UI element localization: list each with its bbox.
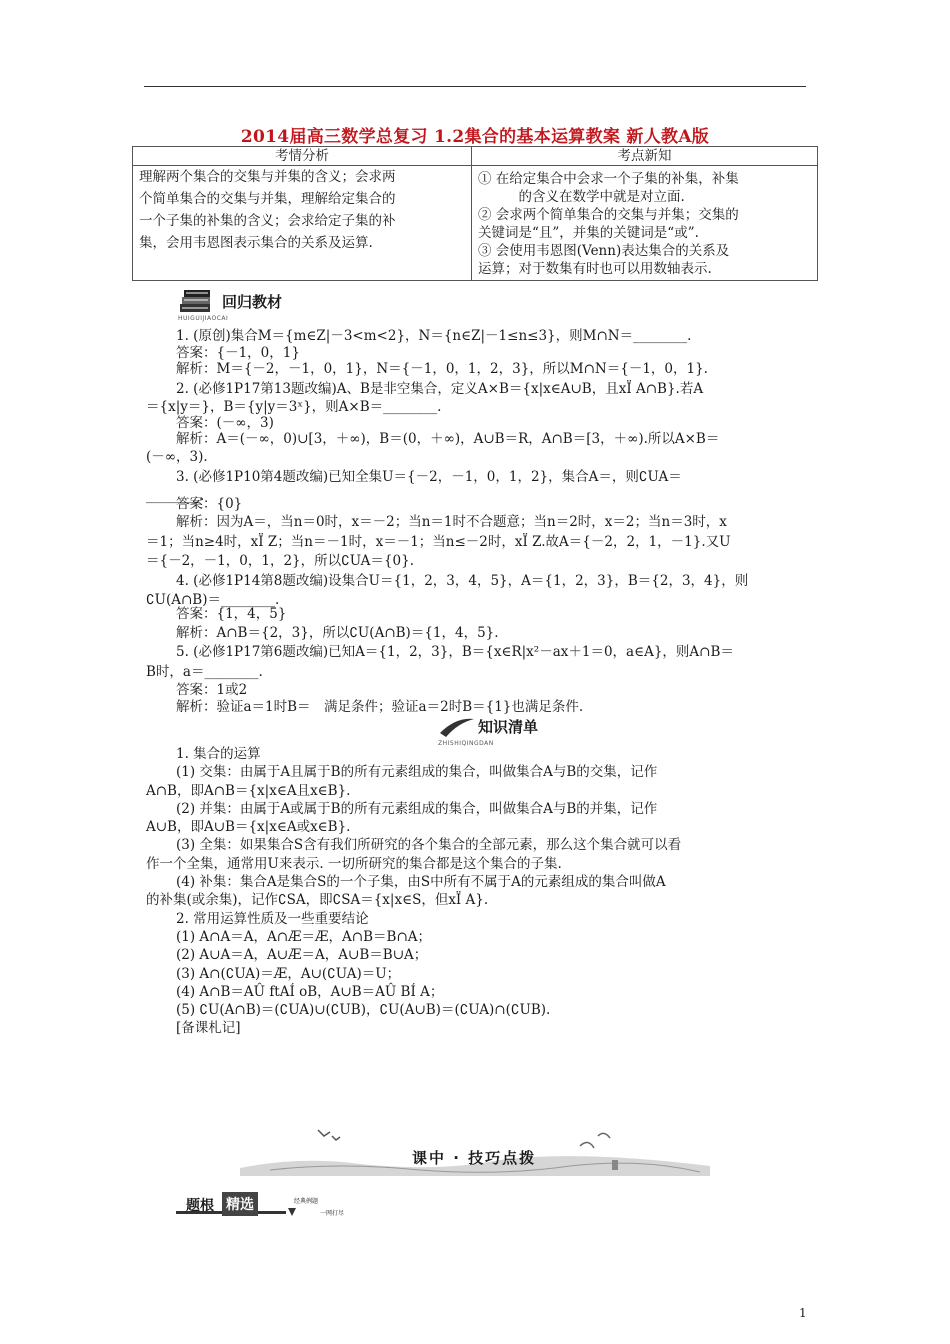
table-line: 运算；对于数集有时也可以用数轴表示.	[478, 261, 712, 277]
intro-table	[132, 146, 818, 281]
footer-banner-text: 课中 · 技巧点拨	[412, 1149, 537, 1167]
text-line: ＝{x|y＝}，B＝{y|y＝3ˣ}，则A×B＝________.	[146, 399, 442, 415]
text-line: 1. (原创)集合M＝{m∈Z|－3<m<2}，N＝{n∈Z|－1≤n≤3}，则M∩N＝________.	[176, 328, 692, 344]
text-line: B时，a＝________.	[146, 664, 263, 680]
text-line: 的补集(或余集)，记作∁SA，即∁SA＝{x|x∈S，但xÏ A}.	[146, 892, 489, 908]
text-line: (5) ∁U(A∩B)＝(∁UA)∪(∁UB)，∁U(A∪B)＝(∁UA)∩(∁UB).	[176, 1002, 551, 1018]
text-line: 答案：{1，4，5}	[176, 606, 287, 622]
table-line: 的含义在数学中就是对立面.	[478, 189, 685, 205]
page-title: 2014届高三数学总复习 1.2集合的基本运算教案 新人教A版	[240, 127, 710, 147]
table-line: 集，会用韦恩图表示集合的关系及运算.	[139, 235, 373, 251]
text-line: 解析：A＝(－∞，0)∪[3，＋∞)，B＝(0，＋∞)，A∪B＝R，A∩B＝[3，＋∞).所以A×B＝	[176, 431, 720, 447]
text-line: (1) 交集：由属于A且属于B的所有元素组成的集合，叫做集合A与B的交集，记作	[176, 764, 658, 780]
text-line: 答案：1或2	[176, 682, 248, 698]
table-line: ③ 会使用韦恩图(Venn)表达集合的关系及	[478, 243, 730, 259]
text-line: (1) A∩A＝A，A∩Æ＝Æ，A∩B＝B∩A；	[176, 929, 432, 945]
text-line: (3) 全集：如果集合S含有我们所研究的各个集合的全部元素，那么这个集合就可以看	[176, 837, 682, 853]
text-line: (2) 并集：由属于A或属于B的所有元素组成的集合，叫做集合A与B的并集，记作	[176, 801, 658, 817]
table-line: ② 会求两个简单集合的交集与并集；交集的	[478, 207, 739, 223]
tigen-label-highlight: 精选	[222, 1192, 258, 1216]
text-line: 3. (必修1P10第4题改编)已知全集U＝{－2，－1，0，1，2}，集合A＝，则∁UA＝	[176, 469, 682, 485]
text-line: [备课札记]	[176, 1020, 241, 1036]
text-line: ∁U(A∩B)＝________.	[146, 592, 280, 608]
section-banner-huigui	[178, 288, 338, 322]
text-line: A∩B，即A∩B＝{x|x∈A且x∈B}.	[146, 783, 351, 799]
text-line: 解析：M＝{－2，－1，0，1}，N＝{－1，0，1，2，3}，所以M∩N＝{－1，0，1}.	[176, 361, 708, 377]
section-banner-zhishi	[438, 713, 598, 747]
section-subtitle: HUIGUIJIAOCAI	[178, 315, 229, 322]
section-subtitle: ZHISHIQINGDAN	[438, 740, 494, 747]
text-line: 答案：{－1，0，1}	[176, 345, 300, 361]
table-header-left: 考情分析	[133, 147, 472, 166]
text-line: 作一个全集，通常用U来表示. 一切所研究的集合都是这个集合的子集.	[146, 856, 562, 872]
text-line: 2. (必修1P17第13题改编)A、B是非空集合，定义A×B＝{x|x∈A∪B，且xÏ A∩B}.若A	[176, 381, 704, 397]
header-rule	[144, 86, 806, 87]
text-line: (3) A∩(∁UA)＝Æ，A∪(∁UA)＝U；	[176, 966, 401, 982]
tigen-label: 题根	[186, 1198, 214, 1214]
text-line: 4. (必修1P14第8题改编)设集合U＝{1，2，3，4，5}，A＝{1，2，3}，B＝{2，3，4}，则	[176, 573, 749, 589]
text-line: (4) 补集：集合A是集合S的一个子集，由S中所有不属于A的元素组成的集合叫做A	[176, 874, 666, 890]
text-line: ＝{－2，－1，0，1，2}，所以∁UA＝{0}.	[146, 553, 414, 569]
text-line: 5. (必修1P17第6题改编)已知A＝{1，2，3}，B＝{x∈R|x²－ax＋1＝0，a∈A}，则A∩B＝	[176, 644, 734, 660]
tigen-tag: 一网打尽	[320, 1210, 345, 1217]
text-line: 答案：(－∞，3)	[176, 415, 274, 431]
table-header-right: 考点新知	[472, 147, 818, 166]
text-line: 解析：A∩B＝{2，3}，所以∁U(A∩B)＝{1，4，5}.	[176, 625, 499, 641]
section-title: 回归教材	[222, 293, 283, 311]
table-line: 关键词是“且”，并集的关键词是“或”.	[478, 225, 699, 241]
page-number: 1	[799, 1306, 807, 1320]
table-cell-left	[133, 166, 472, 281]
text-line: ＝1；当n≥4时，xÏ Z；当n＝－1时，x＝－1；当n≤－2时，xÏ Z.故A＝{－2，2，1，－1}.又U	[146, 534, 731, 550]
text-line: (4) A∩B＝AÛ ftAÍ oB，A∪B＝AÛ BÍ A；	[176, 984, 444, 1000]
table-line: 一个子集的补集的含义；会求给定子集的补	[139, 213, 396, 229]
table-line: ① 在给定集合中会求一个子集的补集，补集	[478, 171, 739, 187]
text-line: 1. 集合的运算	[176, 746, 261, 762]
section-title: 知识清单	[478, 718, 539, 736]
table-line: 理解两个集合的交集与并集的含义；会求两	[139, 169, 396, 185]
text-line: ________.	[146, 488, 205, 504]
books-icon	[178, 288, 216, 314]
tigen-tag: 经典例题	[294, 1198, 319, 1205]
text-line: 解析：因为A＝，当n＝0时，x＝－2；当n＝1时不合题意；当n＝2时，x＝2；当n＝3时，x	[176, 514, 727, 530]
text-line: 2. 常用运算性质及一些重要结论	[176, 911, 369, 927]
table-cell-right	[472, 166, 818, 281]
text-line: A∪B，即A∪B＝{x|x∈A或x∈B}.	[146, 819, 351, 835]
text-line: 解析：验证a＝1时B＝ 满足条件；验证a＝2时B＝{1}也满足条件.	[176, 699, 584, 715]
swoosh-icon	[438, 713, 476, 739]
table-line: 个简单集合的交集与并集，理解给定集合的	[139, 191, 396, 207]
tigen-banner	[176, 1190, 396, 1218]
text-line: 答案：{0}	[176, 496, 243, 512]
text-line: (－∞，3).	[146, 449, 208, 465]
text-line: (2) A∪A＝A，A∪Æ＝A，A∪B＝B∪A；	[176, 947, 428, 963]
